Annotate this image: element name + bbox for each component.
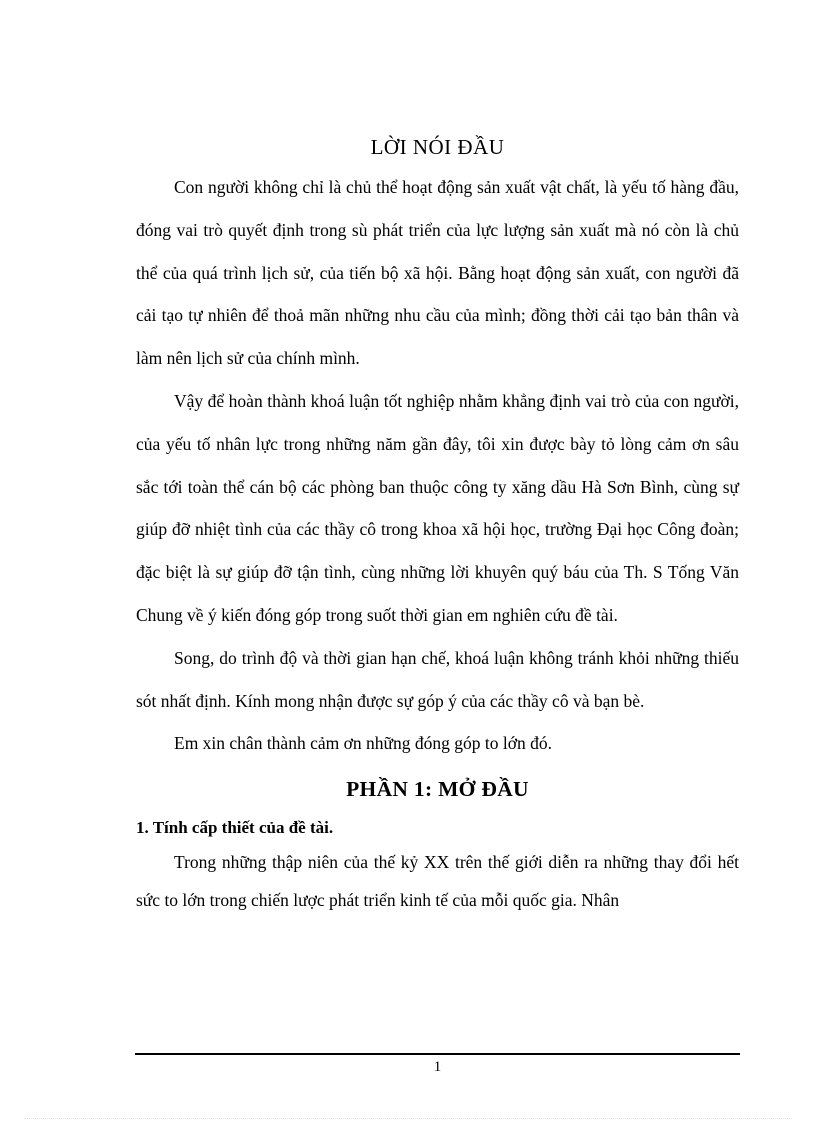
page-content (136, 128, 739, 919)
preface-paragraph: Con người không chỉ là chủ thể hoạt động sản xuất vật chất, là yếu tố hàng đầu, đóng vai trò quyết định trong sù phát triển của lực lượng sản xuất mà nó còn là chủ thể của quá trình lịch sử, của tiến bộ xã hội. Bằng hoạt động sản xuất, con người đã cải tạo tự nhiên để thoả mãn những nhu cầu của mình; đồng thời cải tạo bản thân và làm nên lịch sử của chính mình. (136, 177, 739, 369)
page-number: 1 (433, 1059, 442, 1075)
preface-paragraph: Vậy để hoàn thành khoá luận tốt nghiệp nhằm khẳng định vai trò của con người, của yếu tố nhân lực trong những năm gần đây, tôi xin được bày tỏ lòng cảm ơn sâu sắc tới toàn thể cán bộ các phòng ban thuộc công ty xăng dầu Hà Sơn Bình, cùng sự giúp đỡ nhiệt tình của các thầy cô trong khoa xã hội học, trường Đại học Công đoàn; đặc biệt là sự giúp đỡ tận tình, cùng những lời khuyên quý báu của Th. S Tống Văn Chung về ý kiến đóng góp trong suốt thời gian em nghiên cứu đề tài. (136, 390, 739, 625)
part-title: PHẦN 1: MỞ ĐẦU (346, 777, 529, 802)
page-edge-divider (24, 1118, 792, 1119)
preface-paragraph: Em xin chân thành cảm ơn những đóng góp to lớn đó. (174, 733, 552, 754)
section-heading: 1. Tính cấp thiết của đề tài. (136, 818, 334, 838)
preface-paragraph: Song, do trình độ và thời gian hạn chế, khoá luận không tránh khỏi những thiếu sót nhất định. Kính mong nhận được sự góp ý của các thầy cô và bạn bè. (136, 647, 739, 711)
footer-divider (135, 1053, 740, 1055)
section-paragraph: Trong những thập niên của thế kỷ XX trên thế giới diễn ra những thay đổi hết sức to lớn trong chiến lược phát triển kinh tế của mỗi quốc gia. Nhân (136, 852, 739, 911)
preface-title: LỜI NÓI ĐẦU (370, 135, 505, 159)
